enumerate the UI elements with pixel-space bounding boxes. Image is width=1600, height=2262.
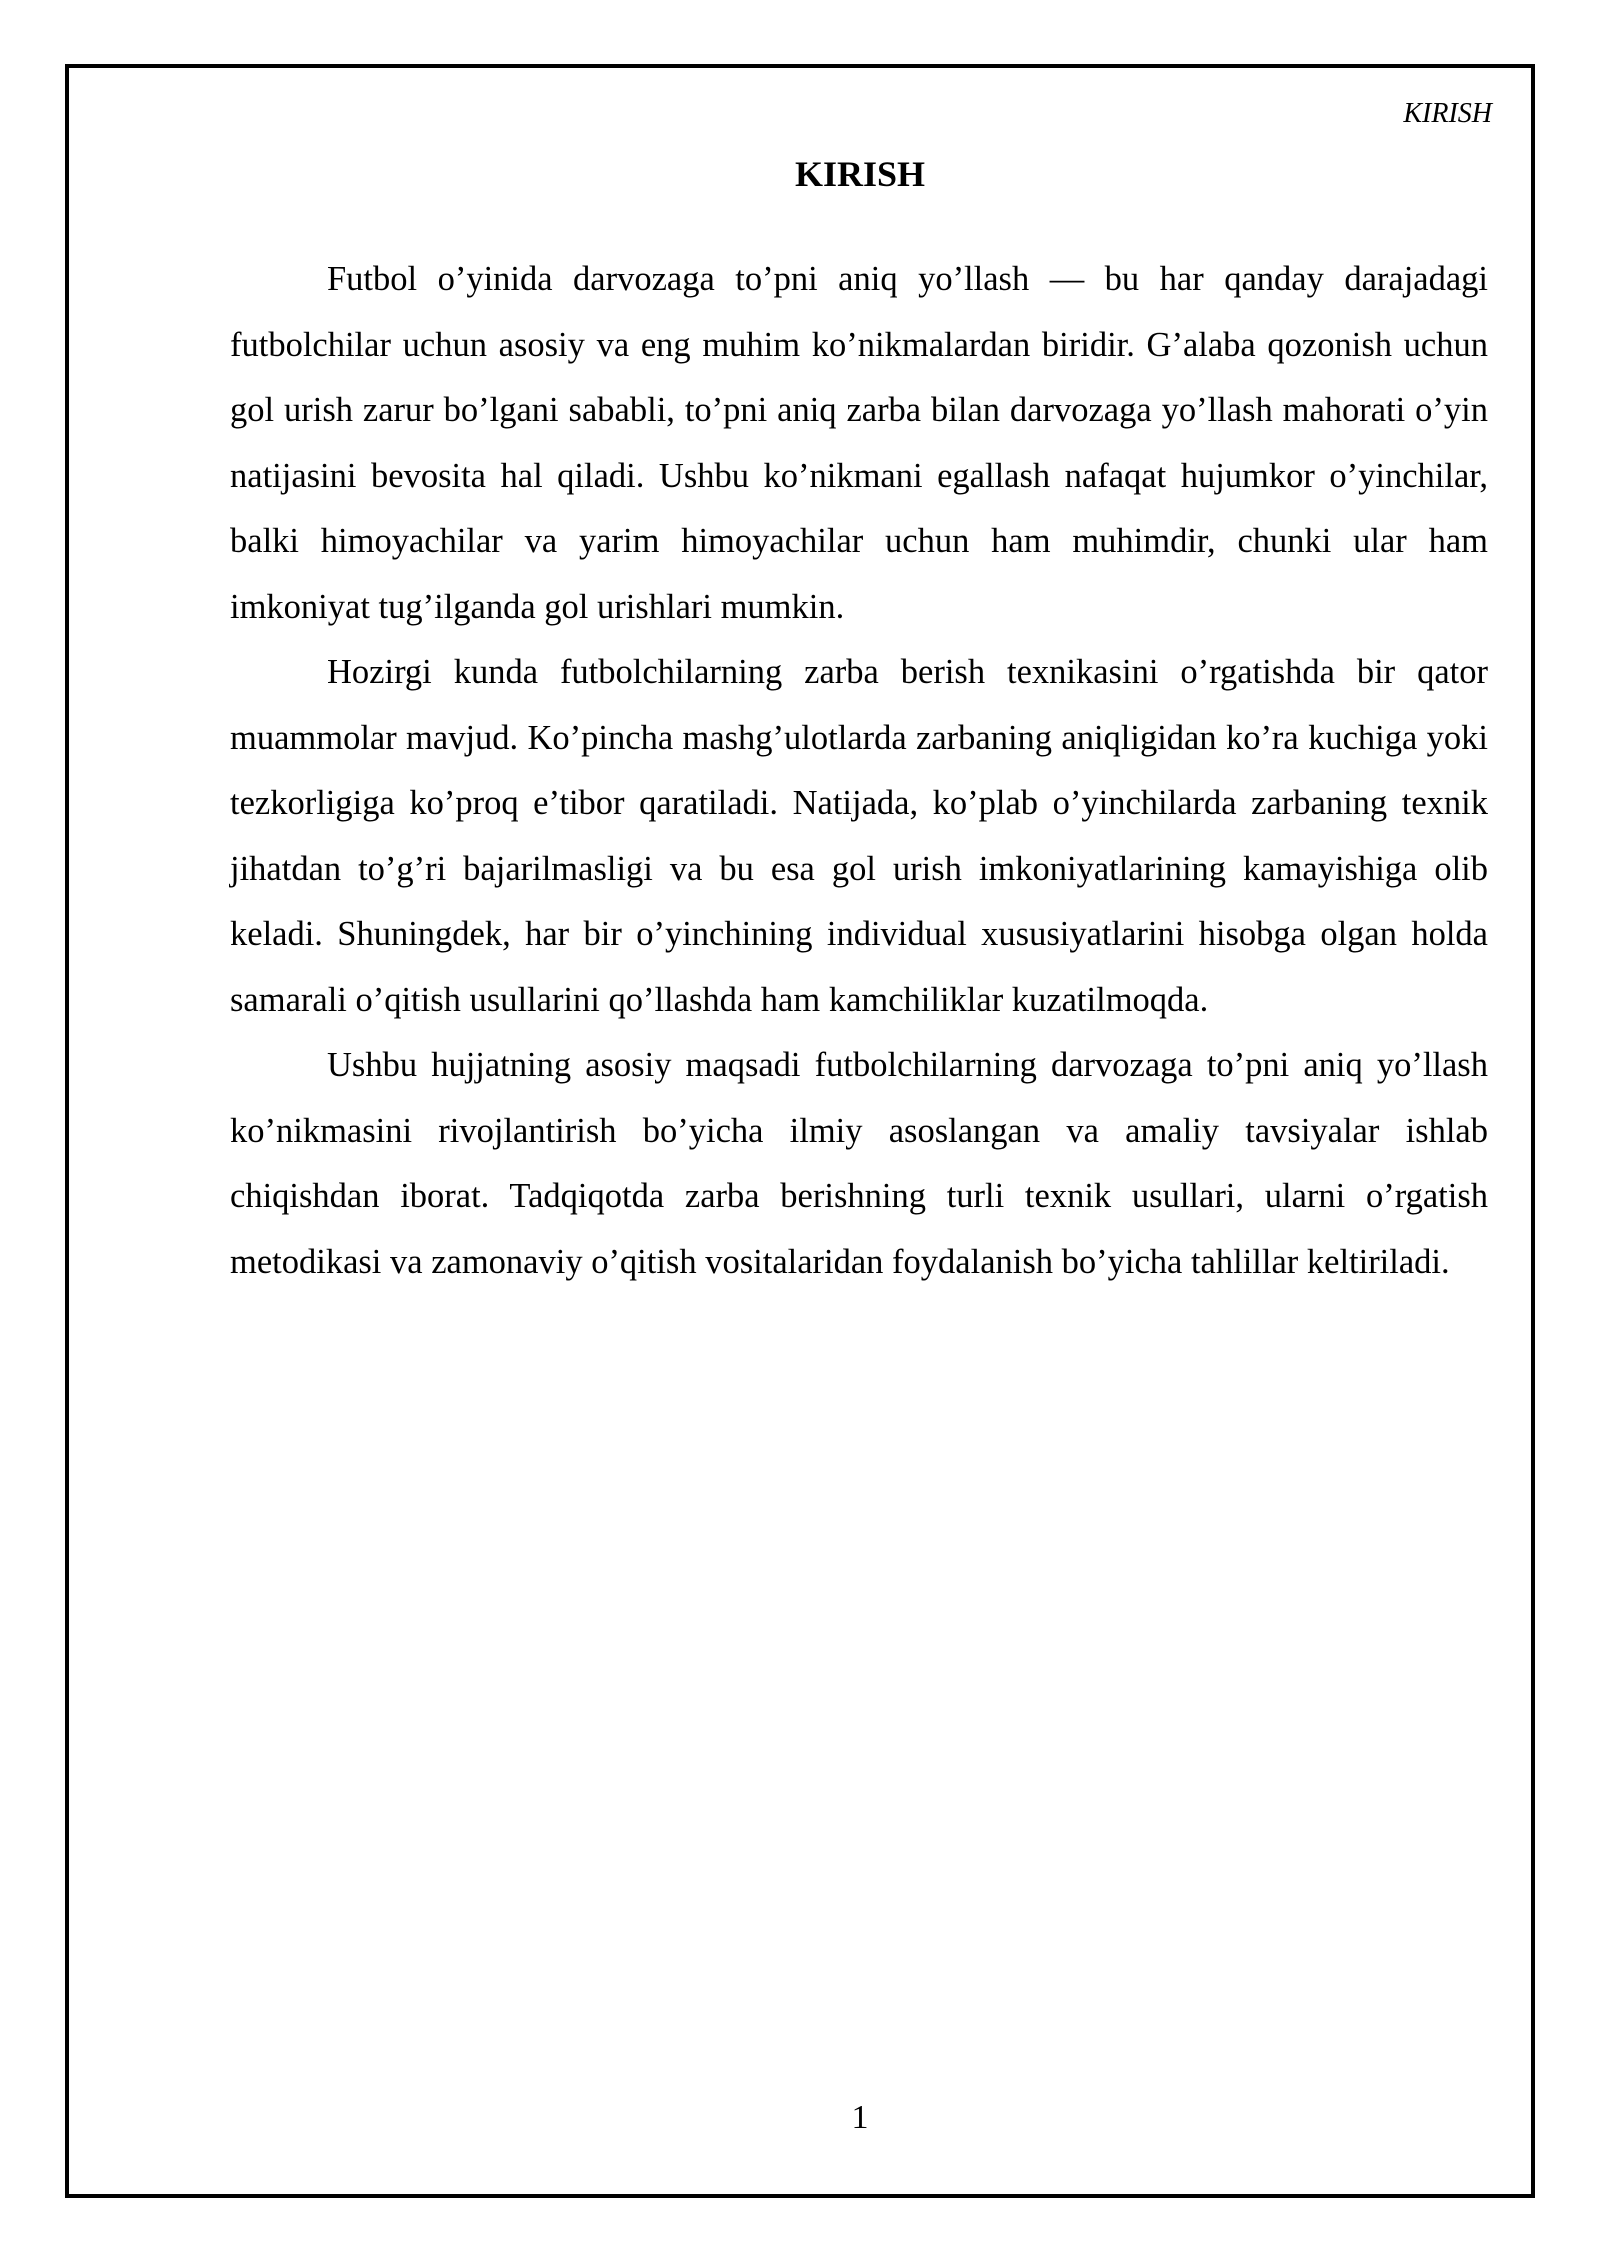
running-header: KIRISH	[1403, 98, 1492, 129]
paragraph: Futbol o’yinida darvozaga to’pni aniq yo’llash — bu har qanday darajadagi futbolchilar uchun asosiy va eng muhim ko’nikmalardan biridir. G’alaba qozonish uchun gol urish zarur bo’lgani sababli, to’pni aniq zarba bilan darvozaga yo’llash mahorati o’yin natijasini bevosita hal qiladi. Ushbu ko’nikmani egallash nafaqat hujumkor o’yinchilar, balki himoyachilar va yarim himoyachilar uchun ham muhimdir, chunki ular ham imkoniyat tug’ilganda gol urishlari mumkin.	[230, 260, 1488, 626]
page-number: 1	[851, 2099, 869, 2136]
document-body	[230, 247, 1488, 1295]
paragraph: Ushbu hujjatning asosiy maqsadi futbolchilarning darvozaga to’pni aniq yo’llash ko’nikmasini rivojlantirish bo’yicha ilmiy asoslangan va amaliy tavsiyalar ishlab chiqishdan iborat. Tadqiqotda zarba berishning turli texnik usullari, ularni o’rgatish metodikasi va zamonaviy o’qitish vositalaridan foydalanish bo’yicha tahlillar keltiriladi.	[230, 1046, 1488, 1281]
page-title: KIRISH	[794, 154, 926, 194]
paragraph: Hozirgi kunda futbolchilarning zarba berish texnikasini o’rgatishda bir qator muammolar mavjud. Ko’pincha mashg’ulotlarda zarbaning aniqligidan ko’ra kuchiga yoki tezkorligiga ko’proq e’tibor qaratiladi. Natijada, ko’plab o’yinchilarda zarbaning texnik jihatdan to’g’ri bajarilmasligi va bu esa gol urish imkoniyatlarining kamayishiga olib keladi. Shuningdek, har bir o’yinchining individual xususiyatlarini hisobga olgan holda samarali o’qitish usullarini qo’llashda ham kamchiliklar kuzatilmoqda.	[230, 653, 1488, 1019]
